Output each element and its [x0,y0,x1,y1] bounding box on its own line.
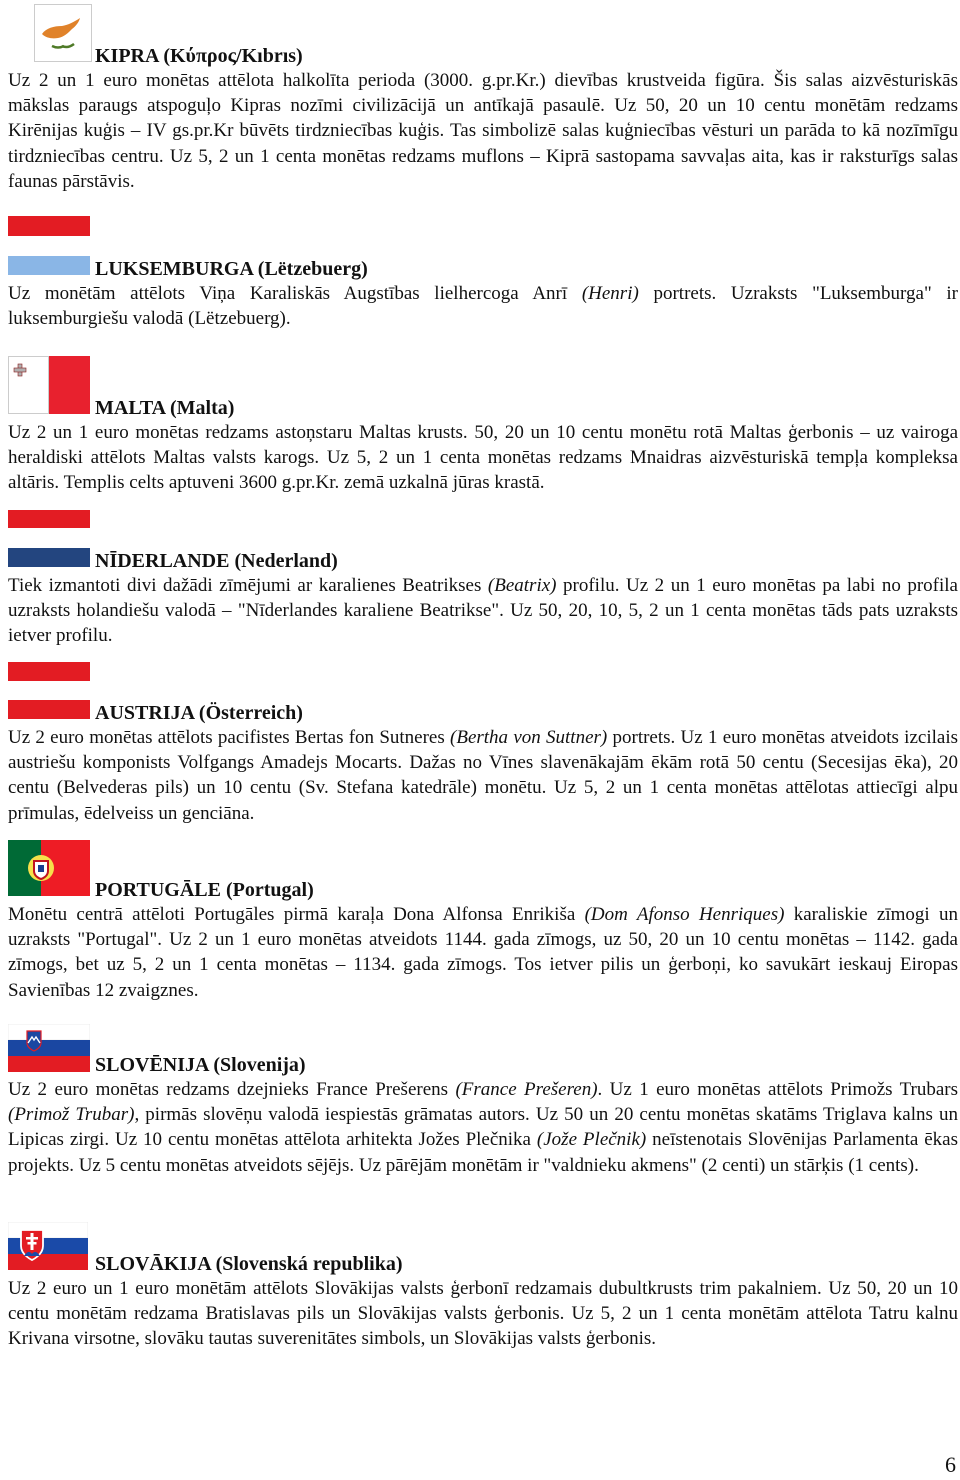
text-run: Uz 2 un 1 euro monētas attēlota halkolīta perioda (3000. g.pr.Kr.) dievības krustveida figūra. Šis salas aizvēsturiskās mākslas paraugs atspoguļo Kipras nozīmi civilizācijā un antīkajā pasaulē. Uz 50, 20 un 10 centu monētām redzams Kirēnijas kuģis – IV gs.pr.Kr būvēts tirdzniecības kuģis. Tas simbolizē salas kuģniecības vēsturi un parāda to kā nozīmīgu tirdzniecības centru. Uz 5, 2 un 1 centa monētas redzams muflons – Kiprā sastopama savvaļas aita, kas ir raksturīgs salas faunas pārstāvis. [8,70,958,192]
section-body [8,902,958,1003]
section-body [8,1077,958,1178]
text-run: Uz 2 euro un 1 euro monētām attēlots Slovākijas valsts ģerbonī redzamais dubultkrusts trim pakalniem. Uz 50, 20 un 10 centu monētām redzama Bratislavas pils un Slovākijas valsts ģerbonis. Uz 5, 2 un 1 centa monētām attēlota Tatru kalnu Krivana virsotne, slovāku tautas suverenitātes simbols, un Slovākijas valsts ģerbonis. [8,1278,958,1350]
text-run: portrets. Uzraksts "Luksemburga" ir luksemburgiešu valodā (Lëtzebuerg). [8,283,958,330]
section-title: LUKSEMBURGA (Lëtzebuerg) [95,258,368,280]
text-run: Tiek izmantoti divi dažādi zīmējumi ar karalienes Beatrikses [8,575,488,596]
section-title: AUSTRIJA (Österreich) [95,702,303,724]
section-malta [8,356,958,502]
section-body [8,420,958,496]
netherlands-flag-icon [8,510,90,568]
malta-flag-icon [8,356,90,414]
luxembourg-flag-icon [8,216,90,276]
section-body [8,281,958,331]
text-run: Uz monētām attēlots Viņa Karaliskās Augstības lielhercoga Anrī [8,283,582,304]
section-title: SLOVĀKIJA (Slovenská republika) [95,1253,403,1275]
italic-text: (Bertha von Suttner) [450,727,608,748]
section-luxembourg [8,216,958,334]
text-run: profilu. Uz 2 un 1 euro monētas pa labi no profila uzraksts holandiešu valodā – "Nīderlandes karaliene Beatrikse". Uz 50, 20, 10, 5, 2 un 1 centa monētas tāds pats uzraksts ietver profilu. [8,575,958,647]
text-run: Uz 2 un 1 euro monētas redzams astoņstaru Maltas krusts. 50, 20 un 10 centu monētu rotā Maltas ģerbonis – uz vairoga heraldiski attēlots Maltas valsts karogs. Uz 5, 2 un 1 centa monētas redzams Mnaidras aizvēsturiskā tempļa kompleksa altāris. Templis celts aptuveni 3600 g.pr.Kr. zemā uzkalnā jūras krastā. [8,422,958,494]
austria-flag-icon [8,662,90,720]
text-run: . Uz 1 euro monētas attēlots Primožs Trubars [597,1079,958,1100]
italic-text: (France Prešeren) [455,1079,598,1100]
section-portugal [8,840,958,1010]
section-title: NĪDERLANDE (Nederland) [95,550,338,572]
slovakia-flag-icon [8,1222,88,1270]
section-austria [8,662,958,832]
section-cyprus [8,4,958,194]
cyprus-flag-icon [34,4,92,62]
section-title: PORTUGĀLE (Portugal) [95,879,314,901]
italic-text: (Primož Trubar) [8,1104,135,1126]
italic-text: (Dom Afonso Henriques) [584,904,785,925]
page-number: 6 [945,1452,956,1477]
section-body [8,68,958,194]
italic-text: (Henri) [581,283,639,304]
section-slovenia [8,1024,958,1206]
italic-text: (Jože Plečnik) [536,1129,647,1151]
section-slovakia [8,1222,958,1382]
section-body [8,573,958,649]
text-run: Monētu centrā attēloti Portugāles pirmā karaļa Dona Alfonsa Enrikiša [8,904,585,925]
text-run: portrets. Uz 1 euro monētas atveidots izcilais austriešu komponists Volfgangs Amadejs Mocarts. Dažas no Vīnes slavenākajām ēkām rotā 50 centu (Secesijas ēka), 20 centu (Belvederas pils) un 10 centu (Sv. Stefana katedrāle) monētu. Uz 5, 2 un 1 centa monētas attēlotas attiecīgi alpu prīmulas, ēdelveiss un genciāna. [8,727,958,824]
section-title: SLOVĒNIJA (Slovenija) [95,1054,306,1076]
text-run: neīstenotais Slovēnijas Parlamenta ēkas projekts. Uz 5 centu monētas atveidots sējējs. Uz pārējām monētām ir "valdnieku akmens" (2 centi) un stārķis (1 cents). [8,1129,958,1176]
text-run: Uz 2 euro monētas redzams dzejnieks France Prešerens [8,1079,456,1100]
slovenia-flag-icon [8,1024,90,1072]
text-run: , pirmās slovēņu valodā iespiestās grāmatas autors. Uz 50 un 20 centu monētas skatāms Triglava kalns un Lipicas zirgi. Uz 10 centu monētas attēlota arhitekta Jožes Plečnika [8,1104,958,1151]
italic-text: (Beatrix) [487,575,557,596]
text-run: karaliskie zīmogi un uzraksts "Portugal". Uz 2 un 1 euro monētas atveidots 1144. gada zīmogs, uz 50, 20 un 10 centu monētas – 1142. gada zīmogs, bet uz 5, 2 un 1 centa monētas – 1134. gada zīmogs. Tos ietver pilis un ģerboņi, ko savukārt ieskauj Eiropas Savienības 12 zvaigznes. [8,904,958,1001]
portugal-flag-icon [8,840,90,896]
text-run: Uz 2 euro monētas attēlots pacifistes Bertas fon Sutneres [8,727,451,748]
section-netherlands [8,510,958,652]
section-body [8,1276,958,1352]
section-title: MALTA (Malta) [95,397,235,419]
section-title: KIPRA (Κύπρος/Kıbrıs) [95,45,303,67]
section-body [8,725,958,826]
